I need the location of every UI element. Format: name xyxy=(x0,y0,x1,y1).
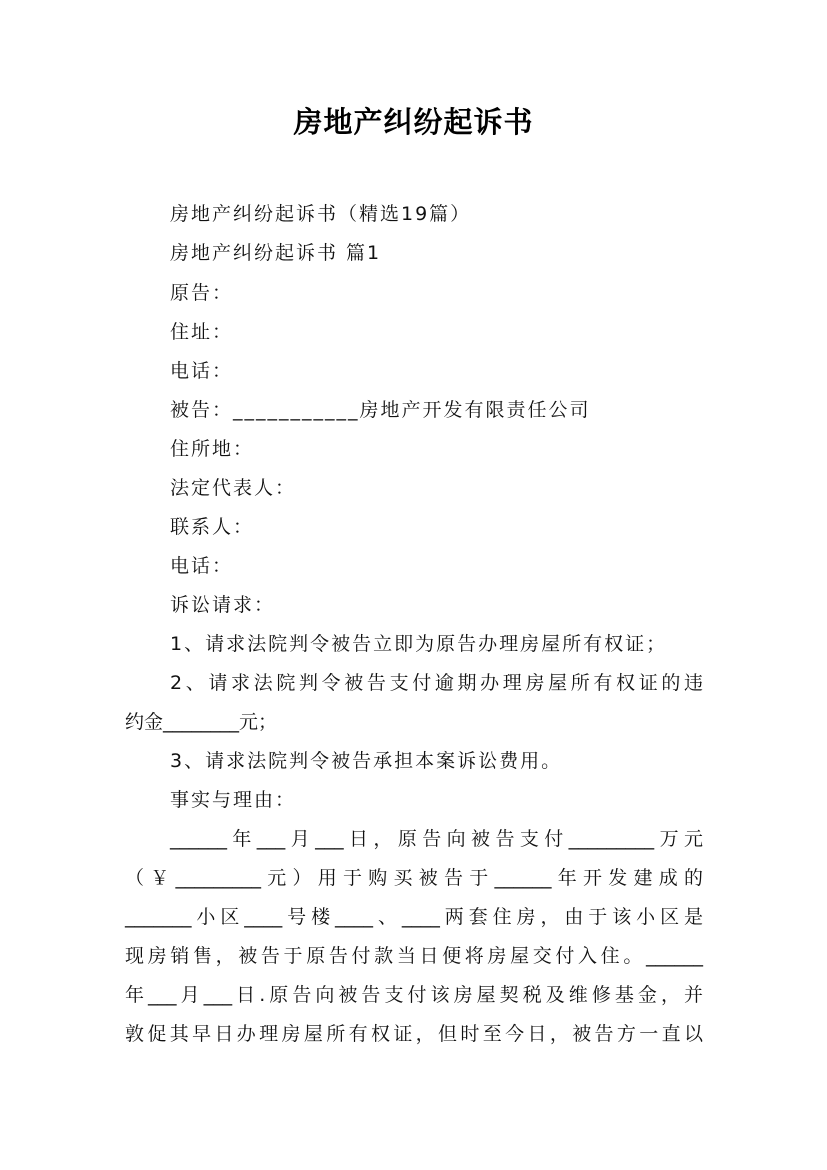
subtitle-line: 房地产纠纷起诉书（精选19篇） xyxy=(170,203,472,225)
facts-line-1: ______年___月___日，原告向被告支付_________万元 xyxy=(170,828,703,850)
facts-line-4: 现房销售，被告于原告付款当日便将房屋交付入住。______ xyxy=(125,945,703,967)
defendant-phone-line: 电话： xyxy=(170,555,234,577)
phone-line: 电话： xyxy=(170,360,234,382)
claim-2-line-1: 2、请求法院判令被告支付逾期办理房屋所有权证的违 xyxy=(170,672,703,694)
legal-representative-line: 法定代表人： xyxy=(170,477,297,499)
address-line: 住址： xyxy=(170,321,234,343)
defendant-line: 被告：___________房地产开发有限责任公司 xyxy=(170,399,591,421)
claim-2-line-2: 约金________元； xyxy=(125,711,278,733)
section-heading: 房地产纠纷起诉书 篇1 xyxy=(170,242,382,264)
facts-line-3: _______小区____号楼____、____两套住房，由于该小区是 xyxy=(125,906,703,928)
facts-line-6: 敦促其早日办理房屋所有权证，但时至今日，被告方一直以 xyxy=(125,1023,703,1045)
document-title: 房地产纠纷起诉书 xyxy=(293,105,534,139)
facts-heading: 事实与理由： xyxy=(170,789,297,811)
plaintiff-line: 原告： xyxy=(170,282,234,304)
claims-heading: 诉讼请求： xyxy=(170,594,276,616)
claim-3: 3、请求法院判令被告承担本案诉讼费用。 xyxy=(170,750,563,772)
claim-1: 1、请求法院判令被告立即为原告办理房屋所有权证； xyxy=(170,633,668,655)
facts-line-5: 年___月___日.原告向被告支付该房屋契税及维修基金，并 xyxy=(125,984,703,1006)
contact-line: 联系人： xyxy=(170,516,255,538)
domicile-line: 住所地： xyxy=(170,438,255,460)
facts-line-2: （￥_________元）用于购买被告于______年开发建成的 xyxy=(125,867,703,889)
